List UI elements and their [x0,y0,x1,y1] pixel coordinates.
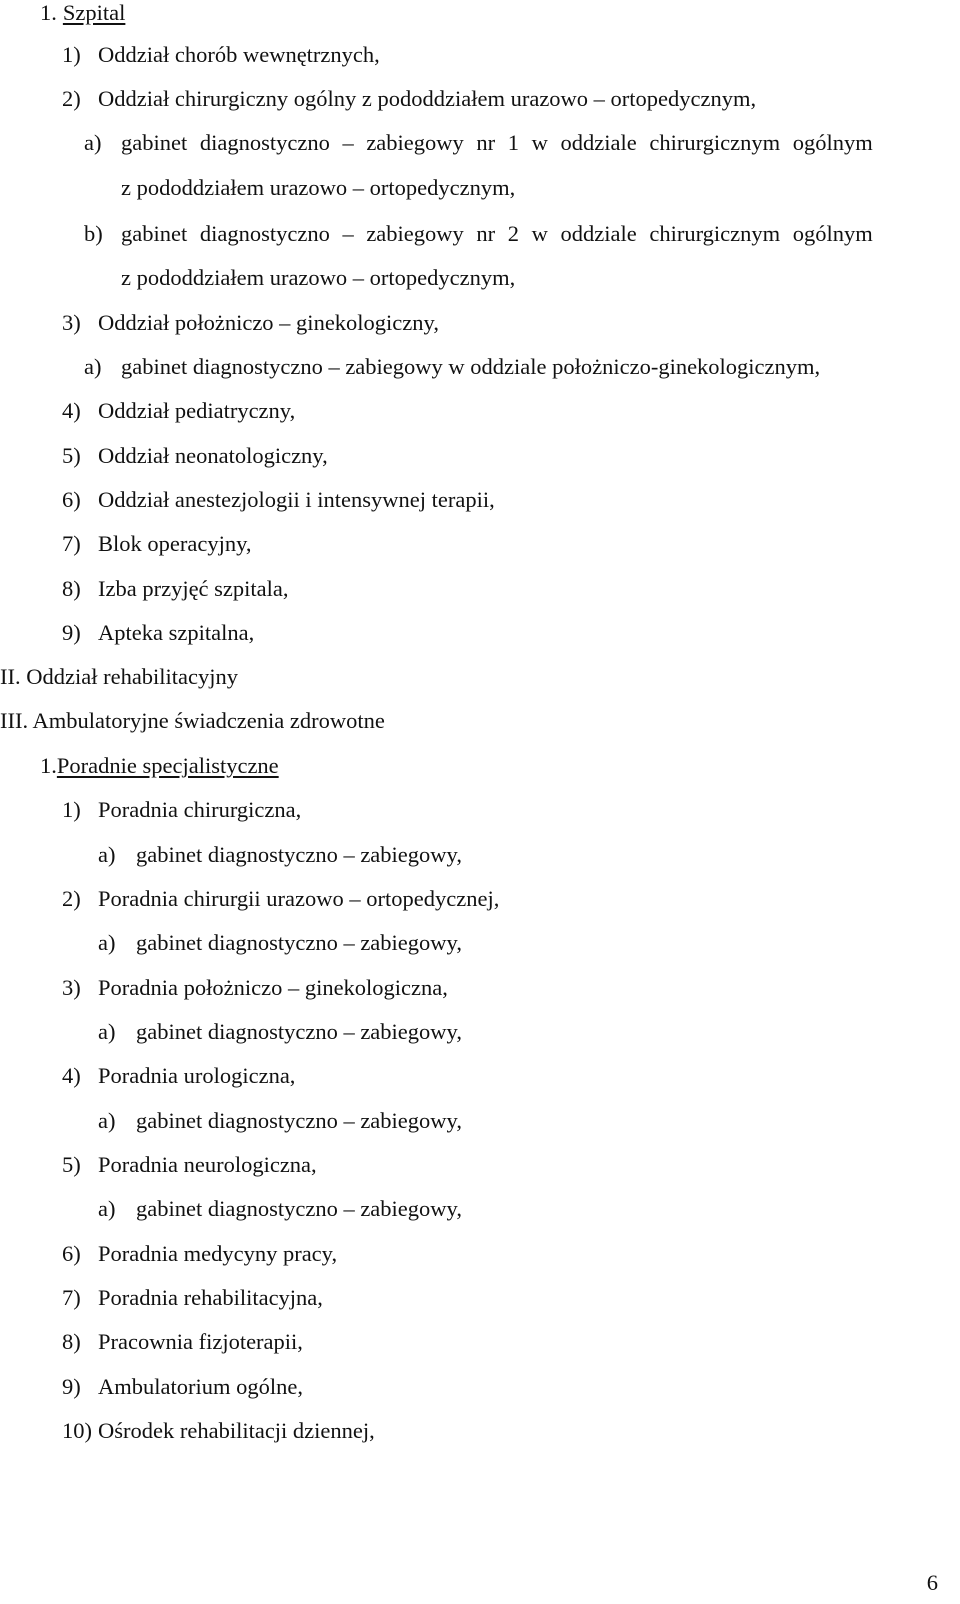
list-item [62,42,380,68]
list-item [62,576,289,602]
list-item [62,310,439,336]
section-title: Szpital [62,0,126,25]
item-number: a) [98,1196,116,1221]
list-item [62,398,295,424]
item-number: b) [84,221,103,246]
list-item [62,443,328,469]
item-text: Poradnia położniczo – ginekologiczna, [98,975,448,1000]
item-text: gabinet diagnostyczno – zabiegowy nr 1 w oddziale chirurgicznym ogólnym [121,130,873,155]
item-text: Apteka szpitalna, [98,620,255,645]
item-number: a) [98,930,116,955]
sub-list-item [84,354,820,380]
item-text: Poradnia chirurgiczna, [98,797,302,822]
item-number: 8) [62,576,81,601]
sub-list-item [98,842,462,868]
item-text: Ambulatorium ogólne, [98,1374,303,1399]
section-number: 1. [40,0,57,25]
item-number: 5) [62,1152,81,1177]
item-number: a) [98,1019,116,1044]
list-item [62,1374,303,1400]
list-item [62,1285,323,1311]
sub-list-item [84,130,873,156]
subsection-title: Poradnie specjalistyczne [56,753,279,778]
section-heading-rehabilitacja [0,664,238,690]
item-text: Ośrodek rehabilitacji dziennej, [98,1418,375,1443]
item-text: Izba przyjęć szpitala, [98,576,289,601]
list-item [62,620,254,646]
list-item [62,531,252,557]
item-text: Oddział położniczo – ginekologiczny, [98,310,439,335]
list-item [62,1241,337,1267]
item-text: Poradnia neurologiczna, [98,1152,317,1177]
item-number: 6) [62,1241,81,1266]
item-text-continuation: z pododdziałem urazowo – ortopedycznym, [121,175,516,200]
sub-list-item [84,221,873,247]
item-text: gabinet diagnostyczno – zabiegowy w oddziale położniczo-ginekologicznym, [121,354,821,379]
list-item [62,1418,375,1444]
item-number: 3) [62,975,81,1000]
list-item [62,1329,303,1355]
item-number: 4) [62,1063,81,1088]
item-text: Oddział pediatryczny, [98,398,296,423]
sub-list-item [98,1108,462,1134]
list-item [62,975,448,1001]
item-number: 9) [62,620,81,645]
item-text: gabinet diagnostyczno – zabiegowy, [136,1196,462,1221]
item-text: Oddział neonatologiczny, [98,443,328,468]
item-text: Poradnia urologiczna, [98,1063,296,1088]
item-number: a) [98,842,116,867]
item-text: Poradnia chirurgii urazowo – ortopedycznej, [98,886,500,911]
item-text: gabinet diagnostyczno – zabiegowy, [136,1019,462,1044]
item-number: a) [84,130,102,155]
item-text: gabinet diagnostyczno – zabiegowy, [136,1108,462,1133]
item-text: Poradnia medycyny pracy, [98,1241,338,1266]
list-item [62,797,301,823]
item-number: 6) [62,487,81,512]
list-item [62,1063,295,1089]
item-number: a) [98,1108,116,1133]
item-number: 9) [62,1374,81,1399]
list-item [62,86,756,112]
item-text: Oddział chorób wewnętrznych, [98,42,380,67]
item-text: Oddział chirurgiczny ogólny z pododdziałem urazowo – ortopedycznym, [98,86,757,111]
sub-list-item [98,1019,462,1045]
section-heading-szpital [40,0,125,26]
item-text: Pracownia fizjoterapii, [98,1329,303,1354]
item-number: 8) [62,1329,81,1354]
item-number: 7) [62,1285,81,1310]
sub-list-item [98,930,462,956]
item-text: gabinet diagnostyczno – zabiegowy, [136,842,462,867]
subsection-number: 1. [40,753,57,778]
item-text: Oddział anestezjologii i intensywnej terapii, [98,487,495,512]
item-text: gabinet diagnostyczno – zabiegowy nr 2 w oddziale chirurgicznym ogólnym [121,221,873,246]
item-number: 5) [62,443,81,468]
item-text-continuation: z pododdziałem urazowo – ortopedycznym, [121,265,516,290]
item-number: 4) [62,398,81,423]
item-number: 3) [62,310,81,335]
item-number: 7) [62,531,81,556]
section-text: III. Ambulatoryjne świadczenia zdrowotne [0,708,385,733]
list-item [62,487,495,513]
section-text: II. Oddział rehabilitacyjny [0,664,239,689]
list-item [62,1152,317,1178]
item-number: 1) [62,42,81,67]
item-number: a) [84,354,102,379]
page-number: 6 [926,1570,938,1595]
item-number: 2) [62,86,81,111]
item-number: 2) [62,886,81,911]
item-text: Blok operacyjny, [98,531,252,556]
item-number: 1) [62,797,81,822]
sub-list-item [98,1196,462,1222]
item-number: 10) [62,1418,92,1443]
section-heading-ambulatoryjne [0,708,385,734]
item-text: gabinet diagnostyczno – zabiegowy, [136,930,462,955]
sub-list-item-continuation [121,265,515,291]
subsection-heading [40,753,279,779]
sub-list-item-continuation [121,175,515,201]
list-item [62,886,499,912]
item-text: Poradnia rehabilitacyjna, [98,1285,323,1310]
